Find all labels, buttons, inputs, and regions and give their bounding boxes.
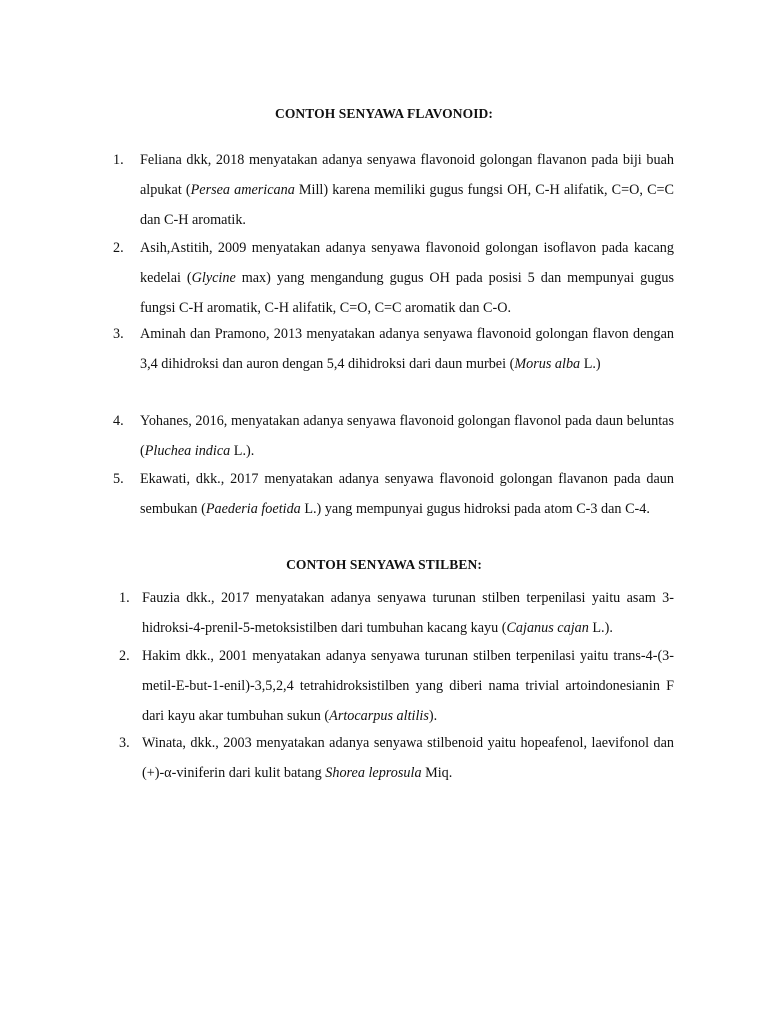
item-number: 3.	[113, 326, 124, 342]
species-name: Cajanus cajan	[506, 620, 589, 637]
item-number: 4.	[113, 413, 124, 429]
item-number: 3.	[119, 735, 130, 751]
item-text: L.) yang mempunyai gugus hidroksi pada atom C-3 dan C-4.	[300, 501, 650, 518]
item-text: Fauzia dkk., 2017 menyatakan adanya senyawa turunan stilben terpenilasi yaitu asam 3-hidroksi-4-prenil-5-metoksistilben dari tumbuhan kacang kayu (	[142, 590, 674, 637]
item-number: 1.	[113, 152, 124, 168]
item-text: Mill) karena memiliki gugus fungsi OH, C-H alifatik, C=O, C=C dan C-H aromatik.	[140, 182, 674, 229]
species-name: Artocarpus altilis	[329, 708, 429, 725]
list-item	[119, 641, 674, 732]
list-item	[119, 728, 674, 788]
species-name: Shorea leprosula	[325, 765, 422, 782]
item-text: L.).	[588, 620, 613, 637]
item-text: Miq.	[421, 765, 453, 782]
stilben-heading: CONTOH SENYAWA STILBEN:	[286, 557, 482, 572]
item-text: Asih,Astitih, 2009 menyatakan adanya senyawa flavonoid golongan isoflavon pada kacang kedelai (	[140, 240, 674, 287]
species-name: Persea americana	[190, 182, 295, 199]
species-name: Glycine	[191, 270, 236, 287]
item-text: max) yang mengandung gugus OH pada posisi 5 dan mempunyai gugus fungsi C-H aromatik, C-H alifatik, C=O, C=C aromatik dan C-O.	[140, 270, 674, 317]
list-item	[113, 464, 674, 524]
species-name: Pluchea indica	[144, 443, 231, 460]
species-name: Morus alba	[514, 356, 581, 373]
list-item	[113, 145, 674, 236]
item-text: ).	[428, 708, 438, 725]
item-text: Ekawati, dkk., 2017 menyatakan adanya senyawa flavonoid golongan flavanon pada daun sembukan (	[140, 471, 674, 518]
item-text: Yohanes, 2016, menyatakan adanya senyawa flavonoid golongan flavonol pada daun beluntas (	[140, 413, 674, 460]
item-text: L.).	[230, 443, 255, 460]
item-text: Feliana dkk, 2018 menyatakan adanya senyawa flavonoid golongan flavanon pada biji buah alpukat (	[140, 152, 674, 199]
item-number: 2.	[119, 648, 130, 664]
flavonoid-heading: CONTOH SENYAWA FLAVONOID:	[274, 106, 494, 121]
item-number: 5.	[113, 471, 124, 487]
list-item	[113, 233, 674, 324]
item-number: 2.	[113, 240, 124, 256]
list-item	[113, 406, 674, 466]
item-text: L.)	[580, 356, 601, 373]
item-text: Aminah dan Pramono, 2013 menyatakan adanya senyawa flavonoid golongan flavon dengan 3,4 dihidroksi dan auron dengan 5,4 dihidroksi dari daun murbei (	[140, 326, 674, 373]
species-name: Paederia foetida	[205, 501, 301, 518]
list-item	[113, 319, 674, 379]
list-item	[119, 583, 674, 643]
item-number: 1.	[119, 590, 130, 606]
item-text: Winata, dkk., 2003 menyatakan adanya senyawa stilbenoid yaitu hopeafenol, laevifonol dan (+)-α-viniferin dari kulit batang	[142, 735, 674, 782]
item-text: Hakim dkk., 2001 menyatakan adanya senyawa turunan stilben terpenilasi yaitu trans-4-(3-metil-E-but-1-enil)-3,5,2,4 tetrahidroksistilben yang diberi nama trivial artoindonesianin F dari kayu akar tumbuhan sukun (	[142, 648, 674, 725]
